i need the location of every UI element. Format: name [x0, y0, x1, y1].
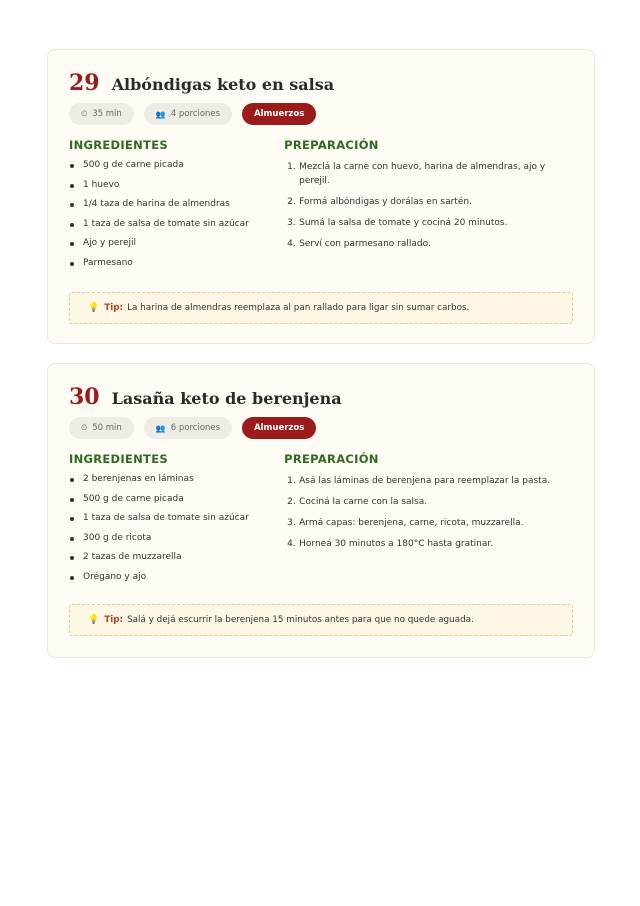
- step-text: Armá capas: berenjena, carne, ricota, muzzarella.: [299, 518, 524, 528]
- step-item: [284, 474, 573, 488]
- step-number: 2.: [287, 197, 296, 207]
- ingredient-item: 1/4 taza de harina de almendras: [69, 199, 284, 210]
- ingredients-list: [69, 160, 284, 269]
- servings-badge: [144, 417, 232, 439]
- step-number: 4.: [287, 539, 296, 549]
- recipe-meta: [69, 102, 573, 126]
- ingredients-heading: INGREDIENTES: [69, 452, 168, 466]
- recipe-body: [69, 138, 573, 278]
- ingredient-item: 1 taza de salsa de tomate sin azúcar: [69, 513, 284, 524]
- recipe-number: 29: [69, 70, 100, 96]
- step-item: [284, 160, 573, 188]
- ingredient-item: 2 tazas de muzzarella: [69, 552, 284, 563]
- step-number: 3.: [287, 518, 296, 528]
- recipe-meta: [69, 416, 573, 440]
- ingredient-item: 500 g de carne picada: [69, 494, 284, 505]
- step-text: Sumá la salsa de tomate y cociná 20 minutos.: [299, 218, 508, 228]
- servings-badge: [144, 103, 232, 125]
- preparation-heading: PREPARACIÓN: [284, 138, 379, 152]
- step-text: Mezclá la carne con huevo, harina de almendras, ajo y perejil.: [299, 162, 546, 186]
- step-text: Formá albóndigas y dorálas en sartén.: [299, 197, 472, 207]
- lightbulb-icon: 💡: [88, 615, 100, 625]
- people-icon: 👥: [155, 423, 166, 433]
- servings-value: 6 porciones: [170, 423, 221, 433]
- time-badge: [69, 417, 134, 439]
- recipe-body: [69, 452, 573, 592]
- ingredient-item: 300 g de ricota: [69, 533, 284, 544]
- preparation-heading: PREPARACIÓN: [284, 452, 379, 466]
- step-text: Asá las láminas de berenjena para reemplazar la pasta.: [299, 476, 551, 486]
- tip-box: [69, 292, 573, 324]
- ingredient-item: Parmesano: [69, 258, 284, 269]
- time-badge: [69, 103, 134, 125]
- timer-icon: ⏲: [81, 109, 88, 118]
- step-item: [284, 516, 573, 530]
- step-text: Serví con parmesano rallado.: [299, 239, 431, 249]
- step-text: Horneá 30 minutos a 180°C hasta gratinar.: [299, 539, 494, 549]
- recipe-card: [47, 363, 595, 658]
- steps-list: [284, 160, 573, 251]
- timer-icon: ⏲: [81, 423, 88, 432]
- step-item: [284, 537, 573, 551]
- step-item: [284, 195, 573, 209]
- time-value: 35 min: [92, 109, 122, 119]
- time-value: 50 min: [92, 423, 122, 433]
- servings-value: 4 porciones: [170, 109, 221, 119]
- ingredient-item: 1 taza de salsa de tomate sin azúcar: [69, 219, 284, 230]
- recipe-header: [69, 384, 573, 414]
- ingredients-list: [69, 474, 284, 583]
- step-number: 1.: [287, 476, 296, 486]
- step-item: [284, 237, 573, 251]
- recipe-title: Lasaña keto de berenjena: [111, 389, 342, 408]
- category-badge[interactable]: Almuerzos: [242, 103, 316, 125]
- ingredient-item: 500 g de carne picada: [69, 160, 284, 171]
- step-item: [284, 495, 573, 509]
- category-badge[interactable]: Almuerzos: [242, 417, 316, 439]
- tip-box: [69, 604, 573, 636]
- ingredient-item: Ajo y perejil: [69, 238, 284, 249]
- recipe-header: [69, 70, 573, 100]
- steps-list: [284, 474, 573, 551]
- ingredient-item: 2 berenjenas en láminas: [69, 474, 284, 485]
- tip-label: Tip:: [104, 303, 124, 313]
- ingredients-heading: INGREDIENTES: [69, 138, 168, 152]
- recipe-title: Albóndigas keto en salsa: [111, 75, 335, 94]
- step-item: [284, 216, 573, 230]
- tip-label: Tip:: [104, 615, 124, 625]
- ingredients-section: [69, 138, 284, 278]
- step-number: 3.: [287, 218, 296, 228]
- step-text: Cociná la carne con la salsa.: [299, 497, 428, 507]
- recipe-card: [47, 49, 595, 344]
- tip-text: La harina de almendras reemplaza al pan rallado para ligar sin sumar carbos.: [127, 303, 470, 313]
- people-icon: 👥: [155, 109, 166, 119]
- tip-text: Salá y dejá escurrir la berenjena 15 minutos antes para que no quede aguada.: [127, 615, 474, 625]
- ingredient-item: Orégano y ajo: [69, 572, 284, 583]
- step-number: 4.: [287, 239, 296, 249]
- preparation-section: [284, 138, 573, 278]
- recipe-number: 30: [69, 384, 100, 410]
- lightbulb-icon: 💡: [88, 303, 100, 313]
- ingredients-section: [69, 452, 284, 592]
- step-number: 2.: [287, 497, 296, 507]
- preparation-section: [284, 452, 573, 592]
- ingredient-item: 1 huevo: [69, 180, 284, 191]
- step-number: 1.: [287, 162, 296, 172]
